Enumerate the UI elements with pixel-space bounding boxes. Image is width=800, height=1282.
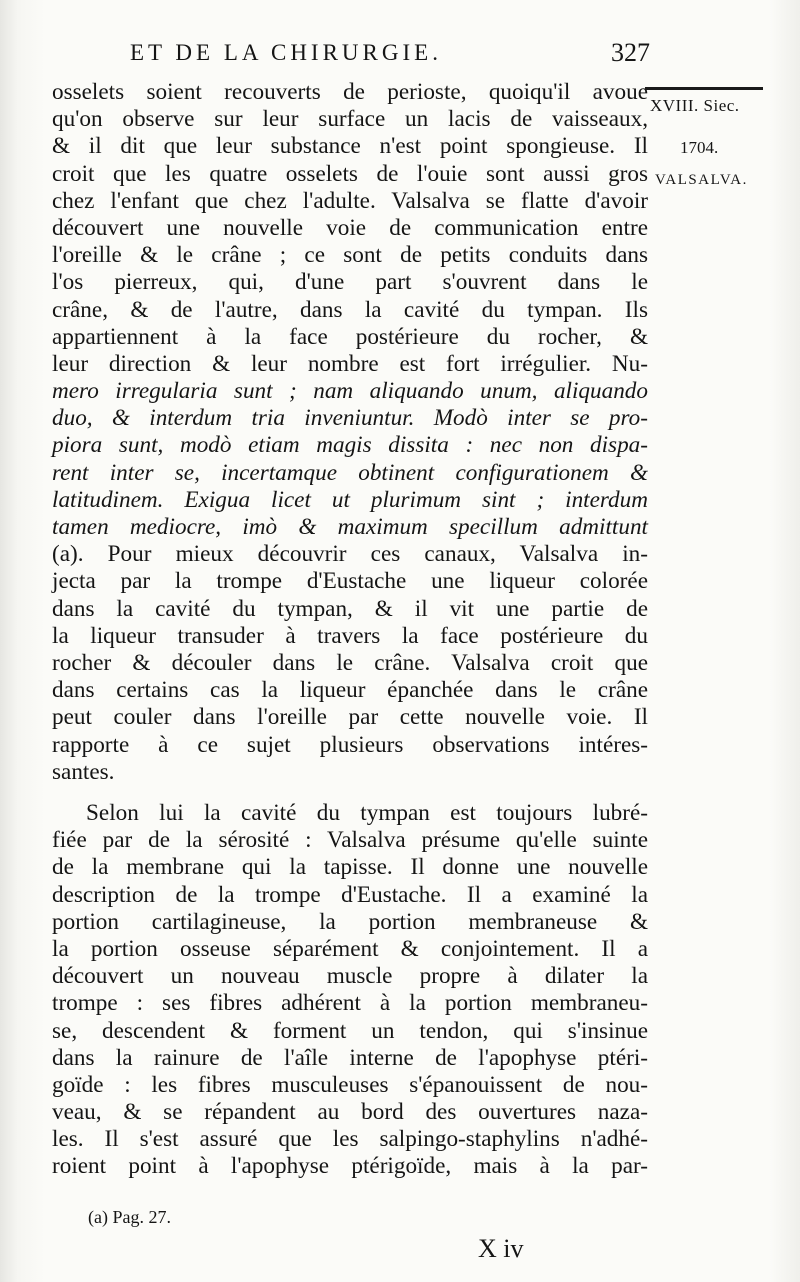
- text-line: découvert un nouveau muscle propre à dilater la: [52, 963, 648, 990]
- latin-quote-line: mero irregularia sunt ; nam aliquando unum, aliquando: [52, 378, 648, 405]
- text-line: appartiennent à la face postérieure du rocher, &: [52, 323, 648, 350]
- latin-quote-line: latitudinem. Exigua licet ut plurimum sint ; interdum: [52, 486, 648, 513]
- margin-author: VALSALVA.: [655, 172, 748, 188]
- text-line: osselets soient recouverts de perioste, quoiqu'il avoue: [52, 79, 648, 105]
- text-line: dans la cavité du tympan, & il vit une partie de: [52, 595, 648, 622]
- text-line: découvert une nouvelle voie de communication entre: [52, 214, 648, 241]
- text-line: santes.: [52, 758, 115, 785]
- text-line: rocher & découler dans le crâne. Valsalva croit que: [52, 649, 648, 676]
- text-line: goïde : les fibres musculeuses s'épanouissent de nou-: [52, 1071, 648, 1098]
- text-line: se, descendent & forment un tendon, qui s'insinue: [52, 1017, 648, 1044]
- text-line: (a). Pour mieux découvrir ces canaux, Valsalva in-: [52, 541, 648, 568]
- text-line: chez l'enfant que chez l'adulte. Valsalva se flatte d'avoir: [52, 187, 648, 214]
- page-number: 327: [611, 38, 650, 67]
- text-line: rapporte à ce sujet plusieurs observations intéres-: [52, 731, 648, 758]
- text-line: & il dit que leur substance n'est point spongieuse. Il: [52, 133, 648, 160]
- text-line: les. Il s'est assuré que les salpingo-staphylins n'adhé-: [52, 1126, 648, 1153]
- paragraph-2: [52, 800, 648, 1181]
- latin-quote-line: piora sunt, modò etiam magis dissita : nec non dispa-: [52, 432, 648, 459]
- text-line: dans la rainure de l'aîle interne de l'apophyse ptéri-: [52, 1044, 648, 1071]
- running-head: ET DE LA CHIRURGIE.: [130, 40, 442, 65]
- footnote: (a) Pag. 27.: [88, 1207, 171, 1227]
- text-line: dans certains cas la liqueur épanchée dans le crâne: [52, 677, 648, 704]
- text-line: croit que les quatre osselets de l'ouie sont aussi gros: [52, 160, 648, 187]
- text-line: veau, & se répandent au bord des ouvertures naza-: [52, 1099, 648, 1126]
- text-line: crâne, & de l'autre, dans la cavité du tympan. Ils: [52, 296, 648, 323]
- text-line: jecta par la trompe d'Eustache une liqueur colorée: [52, 568, 648, 595]
- latin-quote-line: duo, & interdum tria inveniuntur. Modò inter se pro-: [52, 405, 648, 432]
- paragraph-1: [52, 79, 648, 786]
- text-line: Selon lui la cavité du tympan est toujours lubré-: [86, 800, 648, 826]
- margin-century: XVIII. Siec.: [650, 96, 740, 115]
- text-line: l'oreille & le crâne ; ce sont de petits conduits dans: [52, 242, 648, 269]
- text-line: de la membrane qui la tapisse. Il donne une nouvelle: [52, 854, 648, 881]
- text-line: la portion osseuse séparément & conjointement. Il a: [52, 935, 648, 962]
- text-line: qu'on observe sur leur surface un lacis de vaisseaux,: [52, 106, 648, 133]
- text-line: la liqueur transuder à travers la face postérieure du: [52, 622, 648, 649]
- margin-rule: [645, 87, 763, 90]
- text-line: portion cartilagineuse, la portion membraneuse &: [52, 908, 648, 935]
- text-line: trompe : ses fibres adhérent à la portion membraneu-: [52, 990, 648, 1017]
- text-line: peut couler dans l'oreille par cette nouvelle voie. Il: [52, 704, 648, 731]
- text-line: roient point à l'apophyse ptérigoïde, mais à la par-: [52, 1153, 648, 1180]
- text-line: leur direction & leur nombre est fort irrégulier. Nu-: [52, 350, 648, 377]
- latin-quote-line: rent inter se, incertamque obtinent configurationem &: [52, 459, 648, 486]
- text-line: l'os pierreux, qui, d'une part s'ouvrent dans le: [52, 269, 648, 296]
- text-line: fiée par de la sérosité : Valsalva présume qu'elle suinte: [52, 827, 648, 854]
- signature-mark: X iv: [478, 1234, 524, 1263]
- text-line: description de la trompe d'Eustache. Il a examiné la: [52, 881, 648, 908]
- latin-quote-line: tamen mediocre, imò & maximum specillum admittunt: [52, 514, 648, 540]
- page-header: [130, 40, 650, 74]
- margin-year: 1704.: [680, 138, 719, 157]
